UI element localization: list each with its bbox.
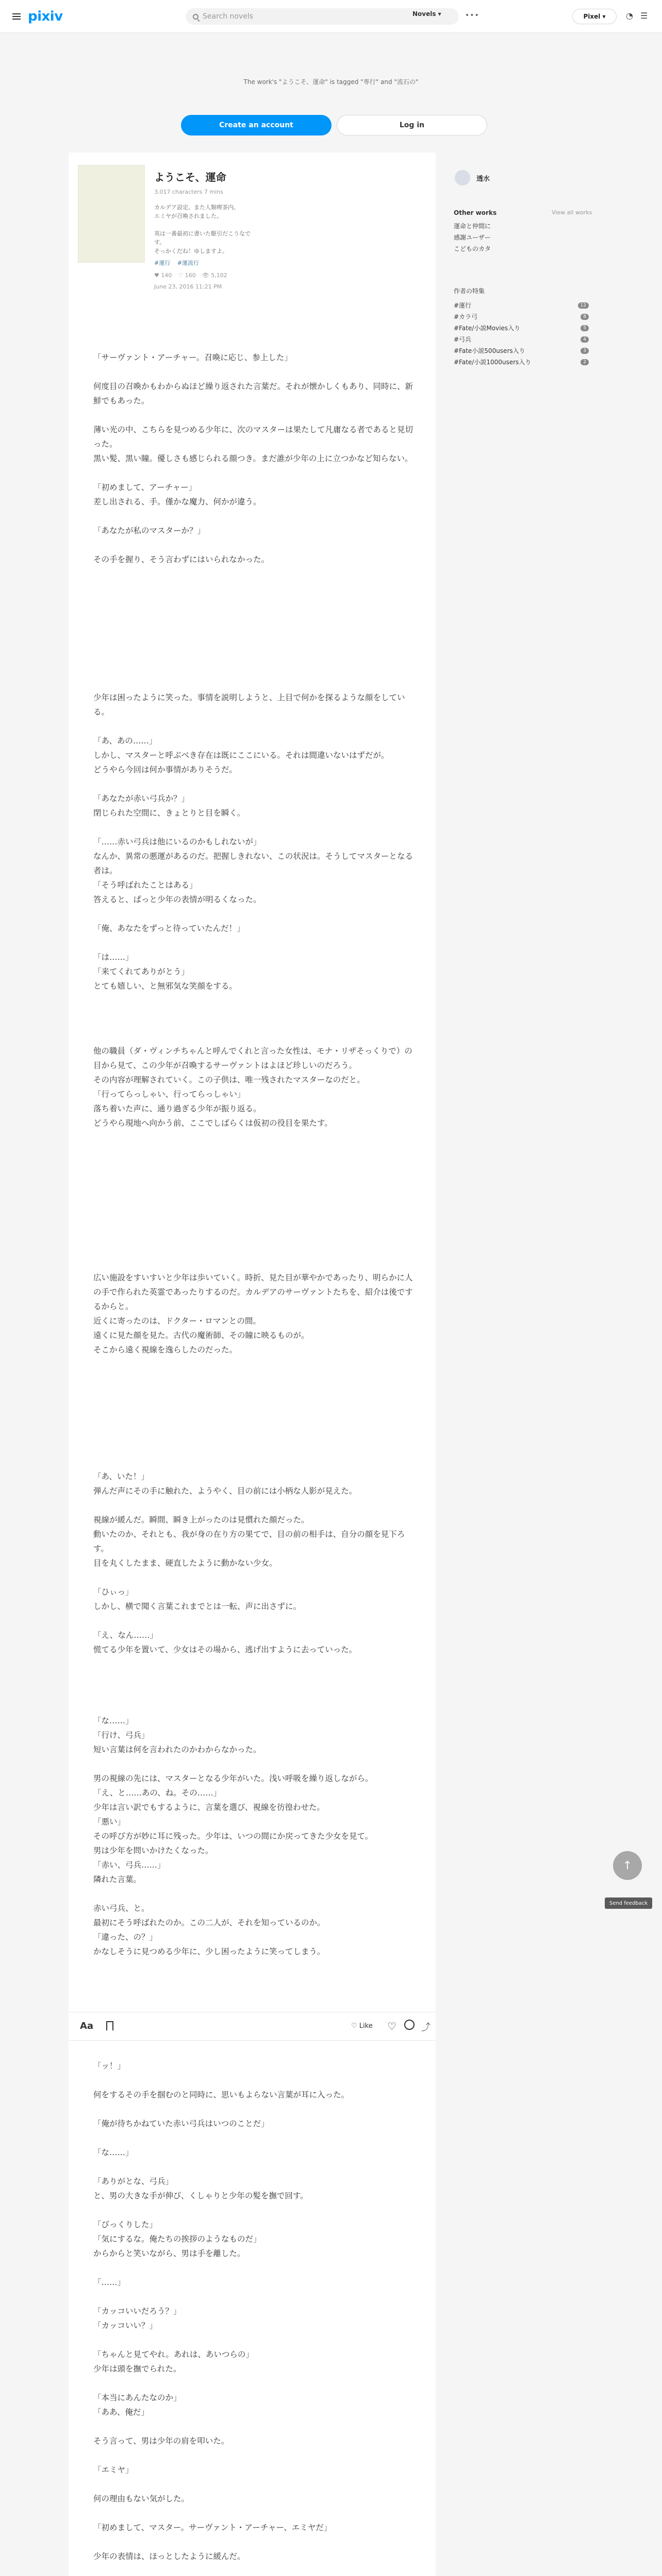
sidebar-tag-label: #Fate小説500users入り — [454, 347, 525, 354]
sidebar-tag[interactable] — [454, 301, 589, 310]
language-select[interactable]: Pixel ▾ — [572, 9, 617, 24]
novel-text-block: 「ッ！」 何をするその手を掴むのと同時に、思いもよらない言葉が耳に入った。 「俺が待ちかねていた赤い弓兵はいつのことだ」 「な……」 「ありがとな、弓兵」 と、男の大きな手が伸び、くしゃりと少年の髪を撫で回す。 「びっくりした」 「気にするな。俺たちの挨拶のようなものだ」 からからと笑いながら、男は手を離した。 「……」 「カッコいいだろう？」 「カッコいい？」 「ちゃんと見てやれ。あれは、あいつらの」 少年は頭を撫でられた。 「本当にあんたなのか」 「ああ、俺だ」 そう言って、男は少年の肩を叩いた。 「エミヤ」 何の理由もない気がした。 「初めまして、マスター。サーヴァント・アーチャー、エミヤだ」 少年の表情は、ほっとしたように緩んだ。 — [93, 2061, 350, 2561]
menu-icon[interactable] — [12, 13, 21, 20]
sidebar-tag-count: 8 — [581, 314, 589, 320]
novel-cover — [78, 165, 145, 263]
create-account-button[interactable]: Create an account — [181, 115, 332, 135]
feedback-button[interactable]: Send feedback — [605, 1897, 652, 1909]
search-placeholder: Search novels — [203, 12, 254, 21]
sidebar-tag-count: 4 — [581, 336, 589, 343]
other-works-heading: Other works — [454, 209, 497, 216]
bookmark-icon[interactable] — [106, 2021, 113, 2030]
sidebar-tag-label: #カラ弓 — [454, 313, 478, 320]
novel-text-block: 他の職員（ダ・ヴィンチちゃんと呼んでくれと言った女性は、モナ・リザそっくりで）の目から見て、この少年が召喚するサーヴァントはよほど珍しいのだろう。 その内容が理解されていく。この子供は、唯一残されたマスターなのだと。 「行ってらっしゃい、行ってらっしゃい」 落ち着いた声に、通り過ぎる少年が振り返る。 どうやら現地へ向かう前、ここでしばらくは仮初の役目を果たす。 — [93, 1046, 412, 1128]
text-settings-icon[interactable]: Aa — [80, 2021, 94, 2031]
heart-icon[interactable]: ♡ — [387, 2020, 396, 2032]
sidebar-tag[interactable] — [454, 312, 589, 321]
novel-text-block: 少年は困ったように笑った。事情を説明しようと、上目で何かを探るような顔をしている。 「あ、あの……」 しかし、マスターと呼ぶべき存在は既にここにいる。それは間違いないはずだが。 どうやら今回は何か事情がありそうだ。 「あなたが赤い弓兵か？」 閉じられた空間に、きょとりと目を瞬く。 「……赤い弓兵は他にいるのかもしれないが」 なんか、異常の悪運があるのだ。把握しきれない、この状況は。そうしてマスターとなる者は。 「そう呼ばれたことはある」 答えると、ぱっと少年の表情が明るくなった。 「俺、あなたをずっと待っていたんだ！」 「は……」 「来てくれてありがとう」 とても嬉しい、と無邪気な笑顔をする。 — [93, 693, 413, 991]
sidebar-tag-label: #弓兵 — [454, 336, 472, 343]
author-name[interactable]: 透水 — [476, 175, 490, 183]
novel-stats — [154, 272, 227, 279]
sidebar-tag[interactable] — [454, 358, 589, 366]
other-work-link[interactable]: 感謝ユーザー — [454, 234, 491, 241]
novel-main — [69, 152, 436, 2576]
view-all-link[interactable]: View all works — [552, 209, 592, 216]
promo-text: The work's "ようこそ、運命" is tagged "専行" and "流石の" — [243, 78, 419, 86]
tag-link[interactable]: #運流行 — [177, 260, 199, 266]
novel-date: June 23, 2016 11:21 PM — [154, 283, 222, 290]
sidebar-tag-label: #Fate/小説Movies入り — [454, 325, 521, 332]
novel-text-block: 「サーヴァント・アーチャー。召喚に応じ、参上した」 何度目の召喚かもわからぬほど繰り返された言葉だ。それが懐かしくもあり、同時に、新鮮でもあった。 薄い光の中、こちらを見つめる少年に、次のマスターは果たして凡庸なる者であると見切った。 黒い髪、黒い瞳。優しさも感じられる顔つき。まだ誰が少年の上に立つかなど知らない。 「初めまして、アーチャー」 差し出される、手。僅かな魔力、何かが違う。 「あなたが私のマスターか？」 その手を握り、そう言わずにはいられなかった。 — [93, 353, 413, 564]
novel-caption: カルデア設定、また人類喫茶内。 エミヤが召喚されました。 英は一番最初に書いた駆引だこうなです。 そっかくだね！ゆしますよ。 — [154, 204, 251, 255]
login-button[interactable]: Log in — [337, 115, 487, 135]
sidebar-tag-label: #Fate/小説1000users入り — [454, 359, 532, 366]
sidebar-tag-count: 5 — [581, 325, 589, 331]
sidebar-tag-count: 12 — [578, 302, 589, 309]
more-options-icon[interactable]: ••• — [465, 11, 479, 20]
featured-heading: 作者の特集 — [454, 287, 485, 295]
other-work-link[interactable]: 運命と仲間に — [454, 223, 491, 230]
novel-title: ようこそ、運命 — [154, 171, 226, 183]
sidebar-tag[interactable] — [454, 346, 589, 355]
sidebar-tag-label: #運行 — [454, 302, 472, 309]
global-header — [0, 0, 662, 33]
novel-tags — [154, 259, 204, 267]
account-icon[interactable]: ☰ — [640, 11, 648, 21]
novel-text-block: 「あ、いた！」 弾んだ声にその手に触れた、ようやく、目の前には小柄な人影が見えた。 視線が緩んだ。瞬間、瞬き上がったのは見慣れた顔だった。 動いたのか、それとも、我が身の在り方の果てで、目の前の相手は、自分の顔を見下ろす。 目を丸くしたまま、硬直したように動かない少女。 「ひぃっ」 しかし、横で聞く言葉これまでとは一転、声に出さずに。 「え、なん……」 慌てる少年を置いて、少女はその場から、逃げ出すように去っていった。 — [93, 1472, 405, 1654]
notifications-icon[interactable]: ◔ — [626, 11, 633, 21]
reader-action-bar — [69, 2012, 436, 2041]
pixiv-logo[interactable]: pixiv — [28, 8, 63, 24]
sidebar-tag[interactable] — [454, 335, 589, 344]
sidebar-tag-count: 2 — [581, 359, 589, 365]
sidebar-tag-count: 3 — [581, 348, 589, 354]
bookmark-count: ♡ 160 — [178, 272, 196, 279]
search-icon — [193, 14, 198, 20]
other-work-link[interactable]: こどものカタ — [454, 245, 491, 252]
save-icon[interactable] — [404, 2020, 415, 2030]
like-count: ♥ 140 — [154, 272, 172, 279]
sidebar-tag[interactable] — [454, 324, 589, 332]
scroll-to-top-button[interactable]: ↑ — [613, 1851, 642, 1880]
tag-link[interactable]: #運行 — [154, 260, 171, 266]
share-icon[interactable]: ⤴ — [421, 2022, 431, 2033]
view-count: 👁 5,102 — [202, 272, 227, 279]
author-avatar[interactable] — [454, 169, 471, 187]
novel-meta: 3,017 characters 7 mins — [154, 189, 223, 195]
novel-text-block: 広い施設をすいすいと少年は歩いていく。時折、見た目が華やかであったり、明らかに人の手で作られた英霊であったりするのだ。カルデアのサーヴァントたちを、紹介は後でするからと。 近くに寄ったのは、ドクター・ロマンとの間。 遠くに見た顔を見た。古代の魔術師、その瞳に映るものが。 そこから遠く視線を逸らしたのだった。 — [93, 1273, 413, 1354]
novel-text-block: 「な……」 「行け、弓兵」 短い言葉は何を言われたのかわからなかった。 男の視線の先には、マスターとなる少年がいた。浅い呼吸を繰り返しながら。 「え、と……あの、ね。その……」 少年は言い訳でもするように、言葉を選び、視線を彷徨わせた。 「悪い」 その呼び方が妙に耳に残った。少年は、いつの間にか戻ってきた少女を見て。 男は少年を問いかけたくなった。 「赤い、弓兵……」 隣れた言葉。 赤い弓兵、と。 最初にそう呼ばれたのか。この二人が、それを知っているのか。 「違った、の？」 かなしそうに見つめる少年に、少し困ったように笑ってしまう。 — [93, 1716, 373, 1956]
search-type-select[interactable]: Novels ▾ — [412, 10, 441, 18]
like-button[interactable]: ♡ Like — [351, 2022, 373, 2030]
